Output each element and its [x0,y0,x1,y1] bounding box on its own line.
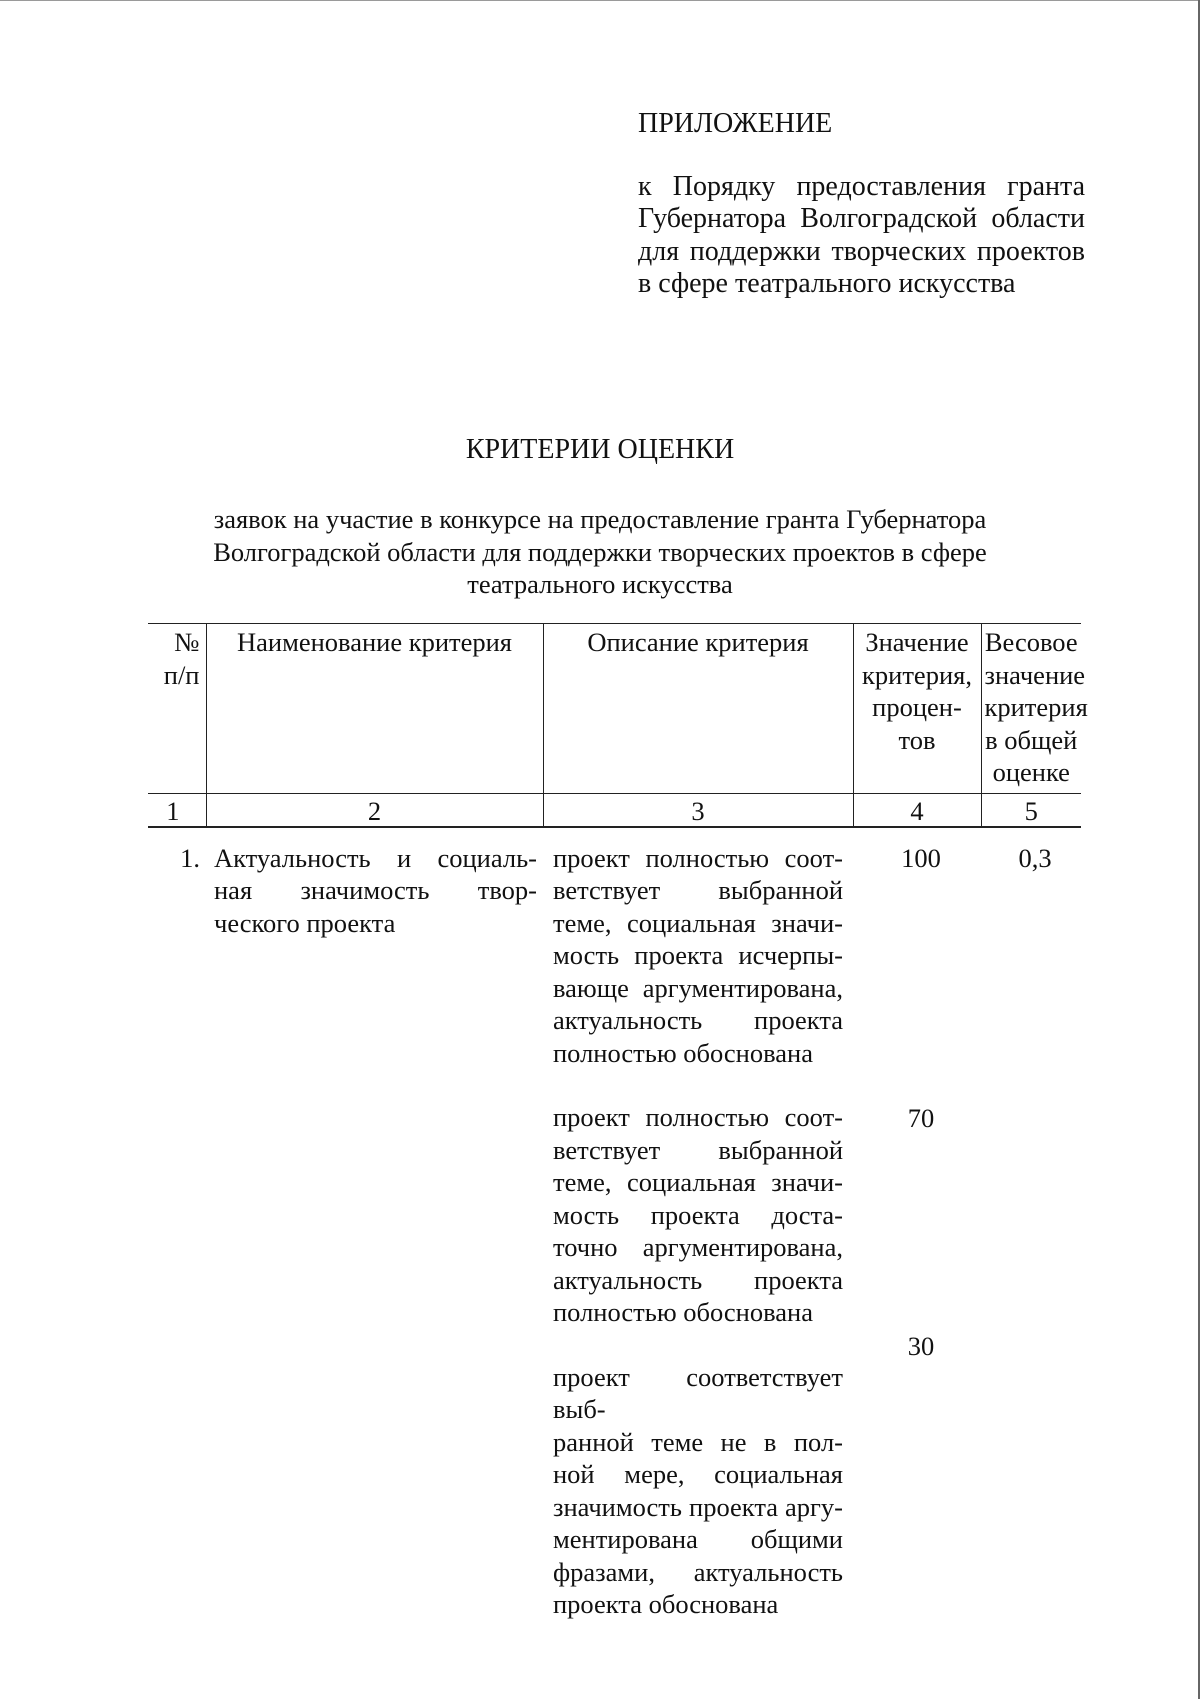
header-criterion-name: Наименование критерия [206,624,543,794]
table-header-row [148,624,1081,794]
appendix-reference-line: для поддержки творческих проектов [638,235,1085,267]
criterion-descriptions [543,827,853,1653]
subtitle-line: театрального искусства [467,569,733,599]
appendix-reference-line: в сфере театрального искусства [638,268,1016,299]
appendix-reference-line: к Порядку предоставления гранта [638,170,1085,202]
header-criterion-description: Описание критерия [543,624,853,794]
criterion-description: проект соответствует выб- ранной теме не в пол- ной мере, социальная значимость проекта аргу- ментирована общими фразами, актуальность проекта обоснована [553,1361,843,1619]
criterion-weight: 0,3 [1018,842,1052,873]
appendix-block [638,108,1085,301]
header-criterion-value: Значение критерия, процен- тов [853,624,981,794]
criterion-description: проект полностью соот- ветствует выбранной теме, социальная значи- мость проекта доста- точно аргументирована, актуальность проекта полностью обоснована [553,1102,843,1327]
criterion-description: проект полностью соот- ветствует выбранной теме, социальная значи- мость проекта исчерпы- вающе аргументирована, актуальность проекта полностью обоснована [553,842,843,1068]
column-number: 2 [206,793,543,827]
document-title: КРИТЕРИИ ОЦЕНКИ [465,434,735,465]
criterion-values [853,827,981,1653]
criterion-value: 30 [907,1330,935,1361]
criterion-name: Актуальность и социаль- ная значимость твор- ческого проекта [214,842,537,938]
page-top-edge [0,0,1200,1]
criterion-value: 70 [907,1102,935,1133]
criteria-table [148,623,1088,1653]
appendix-reference [638,171,1085,301]
subtitle-line: Волгоградской области для поддержки творческих проектов в сфере [213,536,987,567]
header-number: № п/п [148,624,206,794]
appendix-reference-line: Губернатора Волгоградской области [638,203,1085,234]
row-number: 1. [180,842,200,873]
criterion-value: 100 [901,842,941,873]
column-number: 4 [853,793,981,827]
column-number: 5 [981,793,1081,827]
column-number: 1 [148,793,206,827]
table-row [148,827,1081,1653]
appendix-title: ПРИЛОЖЕНИЕ [638,108,833,139]
header-criterion-weight: Весовое значение критерия в общей оценке [981,624,1081,794]
column-number-row [148,793,1081,827]
document-subtitle [150,503,1050,601]
subtitle-line: заявок на участие в конкурсе на предоставление гранта Губернатора [213,504,987,534]
column-number: 3 [543,793,853,827]
